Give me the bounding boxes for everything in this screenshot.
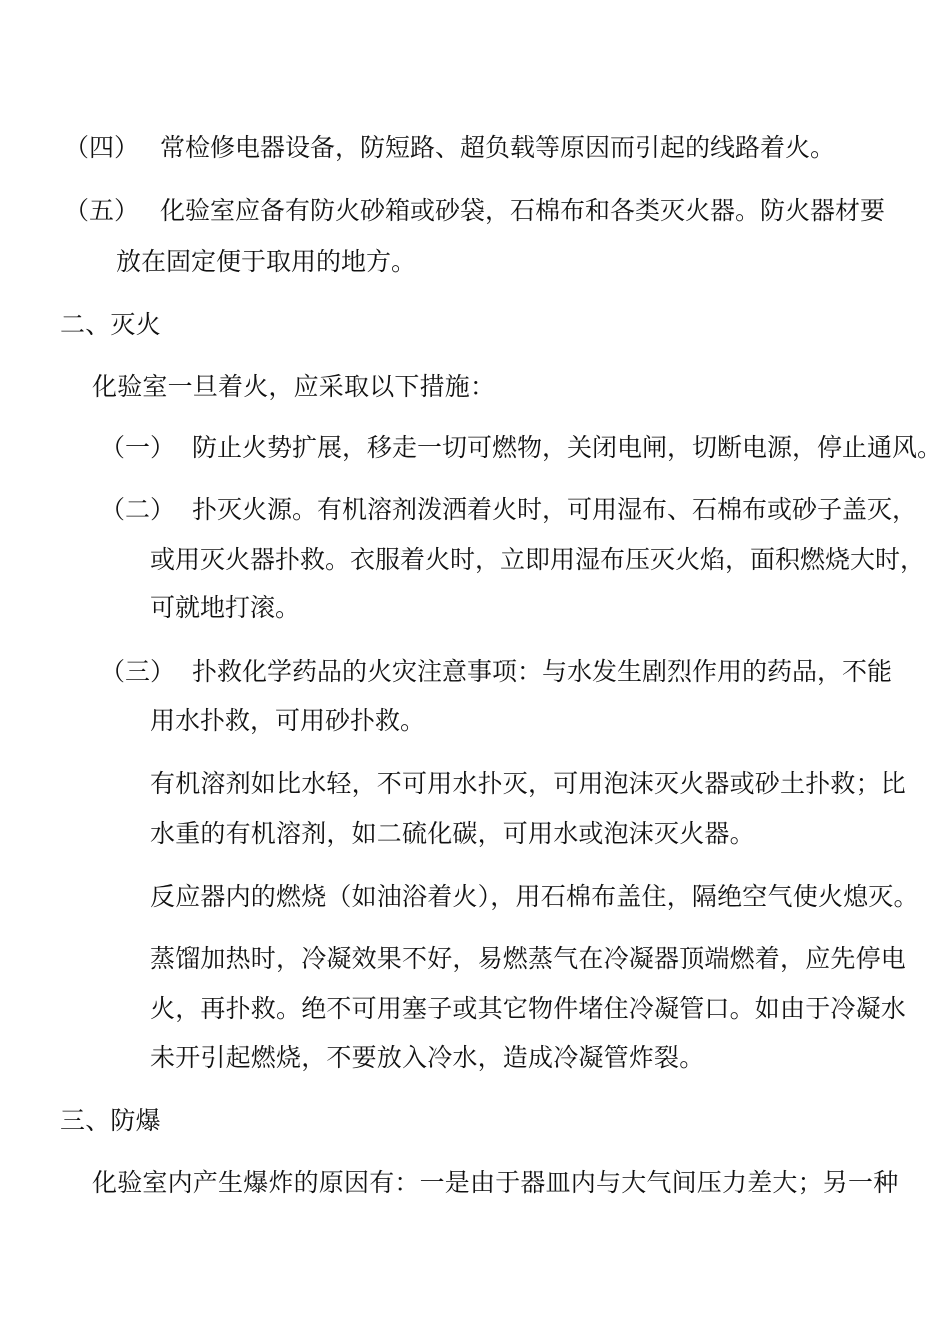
list-marker: （五） — [64, 196, 140, 225]
list-item-text: 扑救化学药品的火灾注意事项：与水发生剧烈作用的药品，不能 — [192, 657, 893, 686]
paragraph-line: 有机溶剂如比水轻，不可用水扑灭，可用泡沫灭火器或砂土扑救；比 — [150, 769, 907, 798]
list-item-text: 用水扑救，可用砂扑救。 — [150, 706, 426, 735]
section-heading: 三、防爆 — [60, 1106, 161, 1135]
list-item-text: 或用灭火器扑救。衣服着火时，立即用湿布压灭火焰，面积燃烧大时， — [150, 545, 926, 574]
list-marker: （四） — [64, 133, 140, 162]
paragraph-line: 蒸馏加热时，冷凝效果不好，易燃蒸气在冷凝器顶端燃着，应先停电 — [150, 944, 907, 973]
paragraph-line: 火，再扑救。绝不可用塞子或其它物件堵住冷凝管口。如由于冷凝水 — [150, 994, 907, 1023]
list-item-text: 扑灭火源。有机溶剂泼洒着火时，可用湿布、石棉布或砂子盖灭， — [192, 495, 918, 524]
section-intro: 化验室内产生爆炸的原因有：一是由于器皿内与大气间压力差大；另一种 — [92, 1168, 899, 1197]
list-item-text: 常检修电器设备，防短路、超负载等原因而引起的线路着火。 — [160, 133, 836, 162]
paragraph-line: 水重的有机溶剂，如二硫化碳，可用水或泡沫灭火器。 — [150, 819, 755, 848]
list-marker: （三） — [100, 657, 176, 686]
list-item-text: 可就地打滚。 — [150, 593, 301, 622]
list-marker: （一） — [100, 433, 176, 462]
list-item-text: 放在固定便于取用的地方。 — [116, 247, 417, 276]
paragraph-line: 反应器内的燃烧（如油浴着火），用石棉布盖住，隔绝空气使火熄灭。 — [150, 882, 919, 911]
list-item-text: 化验室应备有防火砂箱或砂袋，石棉布和各类灭火器。防火器材要 — [160, 196, 886, 225]
paragraph-line: 未开引起燃烧，不要放入冷水，造成冷凝管炸裂。 — [150, 1043, 705, 1072]
section-intro: 化验室一旦着火，应采取以下措施： — [92, 372, 496, 401]
list-marker: （二） — [100, 495, 176, 524]
section-heading: 二、灭火 — [60, 310, 161, 339]
list-item-text: 防止火势扩展，移走一切可燃物，关闭电闸，切断电源，停止通风。 — [192, 433, 943, 462]
